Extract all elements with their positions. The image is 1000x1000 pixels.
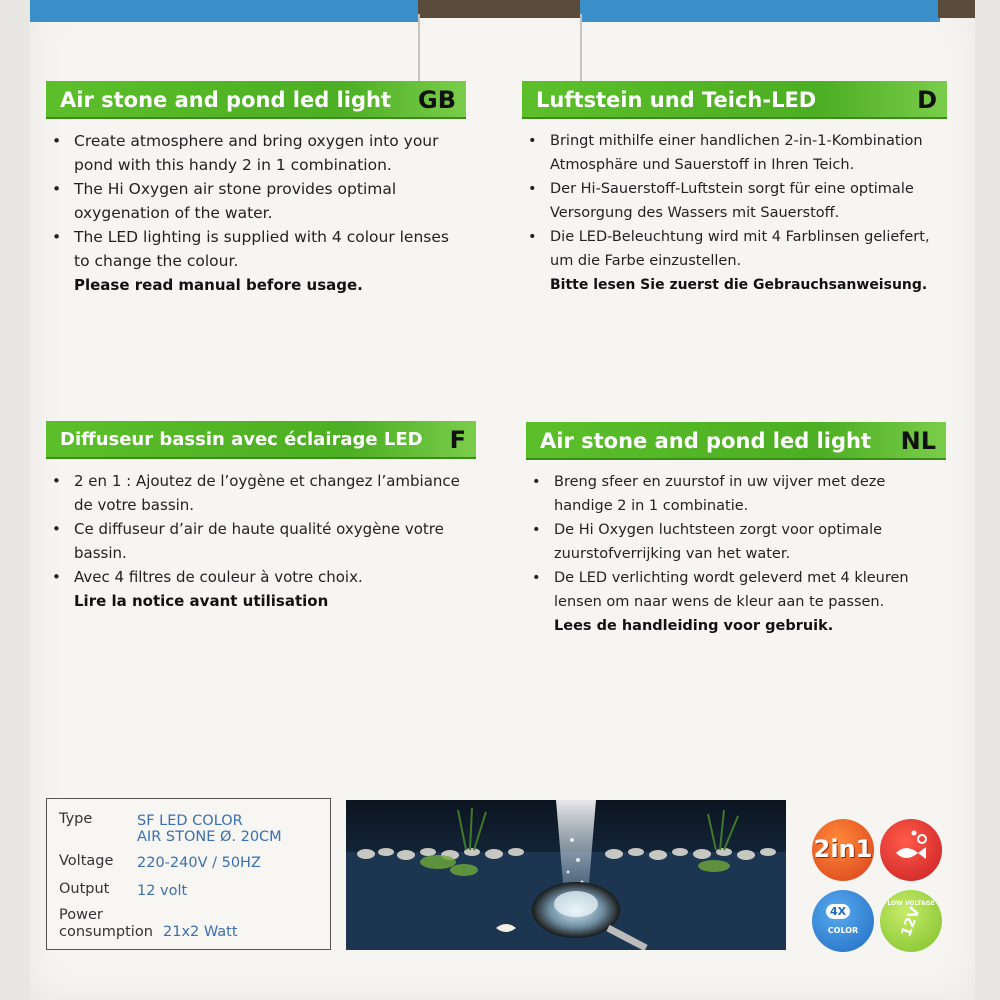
spec-voltage-label: Voltage [59,853,114,869]
box-flap-edge [938,0,975,18]
section-gb-code: GB [418,86,456,114]
bullet-item: • De Hi Oxygen luchtsteen zorgt voor optimale zuurstofverrijking van het water. [526,518,946,566]
bullet-item: • The Hi Oxygen air stone provides optimal oxygenation of the water. [46,177,466,225]
section-nl-bullets [526,470,946,614]
bullet-item: • Die LED-Beleuchtung wird mit 4 Farblinsen geliefert, um die Farbe einzustellen. [522,225,947,273]
spec-type-value-2: AIR STONE Ø. 20CM [137,829,282,845]
section-f-note: Lire la notice avant utilisation [74,592,329,610]
bullet-item: • De LED verlichting wordt geleverd met 4 kleuren lensen om naar wens de kleur aan te passen. [526,566,946,614]
section-gb-header [46,81,466,119]
bullet-item: • Breng sfeer en zuurstof in uw vijver met deze handige 2 in 1 combinatie. [526,470,946,518]
section-d-note: Bitte lesen Sie zuerst die Gebrauchsanweisung. [550,277,928,293]
spec-table [46,798,331,950]
section-nl-title: Air stone and pond led light [540,429,872,453]
section-d [522,81,947,297]
bullet-item: • Ce diffuseur d’air de haute qualité oxygène votre bassin. [46,517,476,565]
section-gb-title: Air stone and pond led light [60,88,392,112]
spec-consumption-value: 21x2 Watt [163,924,238,940]
fish-bubbles-icon [880,819,942,881]
box-flap-center [418,0,580,18]
section-f-code: F [449,426,466,454]
four-x-label: 4X [826,904,850,919]
spec-power-label: Power [59,907,103,923]
section-gb-note: Please read manual before usage. [74,276,363,294]
section-gb [46,81,466,297]
color-label: COLOR [827,926,859,935]
product-photo [346,800,786,950]
bullet-item: • Avec 4 filtres de couleur à votre choix. [46,565,476,589]
four-color-icon [812,890,874,952]
box-flap-left [30,0,420,22]
section-d-code: D [917,86,937,114]
section-nl-header [526,422,946,460]
bullet-item: • Der Hi-Sauerstoff-Luftstein sorgt für eine optimale Versorgung des Wassers mit Sauerstoff. [522,177,947,225]
box-flap-right [580,0,940,22]
section-f-bullets [46,469,476,589]
section-gb-bullets [46,129,466,273]
bullet-item: • Create atmosphere and bring oxygen into your pond with this handy 2 in 1 combination. [46,129,466,177]
section-d-bullets [522,129,947,273]
oxygen-fish-icon [880,819,942,881]
section-f [46,421,476,613]
two-in-one-icon [812,819,874,881]
bullet-item: • The LED lighting is supplied with 4 colour lenses to change the colour. [46,225,466,273]
spec-type-value: SF LED COLOR [137,813,243,829]
section-f-header [46,421,476,459]
bullet-item: • 2 en 1 : Ajoutez de l’oygène et changez l’ambiance de votre bassin. [46,469,476,517]
low-voltage-label: LOW VOLTAGE [887,900,935,907]
bullet-item: • Bringt mithilfe einer handlichen 2-in-1-Kombination Atmosphäre und Sauerstoff in Ihren Teich. [522,129,947,177]
two-in-one-label: 2in1 [813,835,873,863]
spec-output-label: Output [59,881,110,897]
section-d-header [522,81,947,119]
box-crease-right [580,14,582,84]
section-nl [526,422,946,638]
box-crease-left [418,14,420,84]
section-nl-code: NL [900,427,936,455]
low-voltage-icon [880,890,942,952]
pond-scene-illustration [346,800,786,950]
spec-type-label: Type [59,811,93,827]
spec-consumption-label: consumption [59,924,153,940]
section-nl-note: Lees de handleiding voor gebruik. [554,618,834,634]
section-f-title: Diffuseur bassin avec éclairage LED [60,429,423,450]
section-d-title: Luftstein und Teich-LED [536,88,817,112]
twelve-v-label: 12V [898,905,924,939]
spec-output-value: 12 volt [137,883,188,899]
spec-voltage-value: 220-240V / 50HZ [137,855,261,871]
